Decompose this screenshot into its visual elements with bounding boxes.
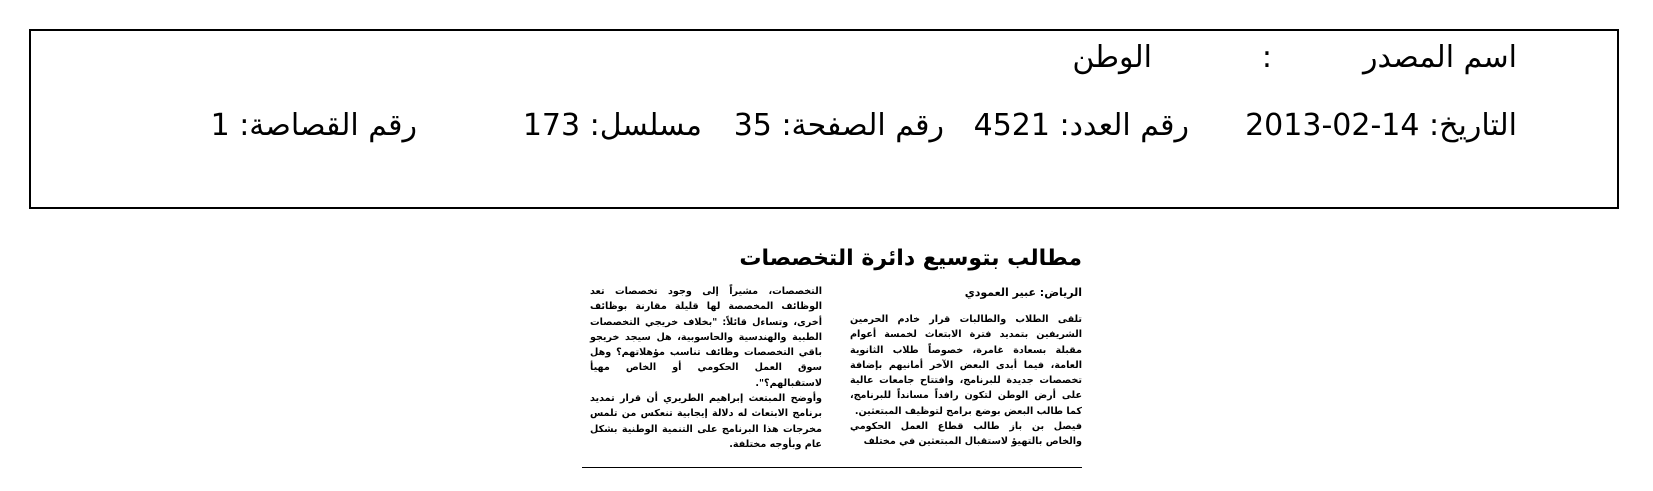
page-field: رقم الصفحة: 35 [733,107,944,143]
source-label: اسم المصدر [1362,39,1517,75]
date-field: التاريخ: 14-02-2013 [1245,107,1517,143]
article-column-right [850,312,1082,450]
source-info-box [29,29,1619,209]
source-value: الوطن [1072,39,1152,75]
article-byline: الرياض: عبير العمودي [964,286,1082,299]
paragraph: تلقى الطلاب والطالبات قرار خادم الحرمين الشريفين بتمديد فترة الابتعاث لخمسة أعوام مقبلة بسعادة غامرة، خصوصاً طلاب الثانوية العامة، فيما أبدى البعض الآخر أمانيهم بإضافة تخصصات جديدة للبرنامج، وافتتاح جامعات عالية على أرض الوطن لتكون رافداً مسانداً للبرنامج، كما طالب البعض بوضع برامج لتوظيف المبتعثين. [850,314,1082,417]
issue-field: رقم العدد: 4521 [973,107,1189,143]
paragraph: التخصصات، مشيراً إلى وجود تخصصات تعد الوظائف المخصصة لها قليلة مقارنة بوظائف أخرى، وتساءل قائلاً: "بخلاف خريجي التخصصات الطبية والهندسية والحاسوبية، هل سيجد خريجو باقي التخصصات وظائف تناسب مؤهلاتهم؟ وهل سوق العمل الحكومي أو الخاص مهيأ لاستقبالهم؟". [590,286,822,389]
article-headline: مطالب بتوسيع دائرة التخصصات [739,246,1082,271]
paragraph: فيصل بن باز طالب قطاع العمل الحكومي والخاص بالتهيؤ لاستقبال المبتعثين في مختلف [850,421,1082,448]
article-column-left [590,284,822,452]
paragraph: وأوضح المبتعث إبراهيم الطريري أن قرار تمديد برنامج الابتعاث له دلالة إيجابية تنعكس من تلمس مخرجات هذا البرنامج على التنمية الوطنية بشكل عام وبأوجه مختلفة. [590,393,822,450]
source-colon: : [1261,39,1272,75]
clip-number-field: رقم القصاصة: 1 [210,107,417,143]
serial-field: مسلسل: 173 [522,107,702,143]
newspaper-clipping [582,238,1082,478]
bottom-rule [582,467,1082,468]
